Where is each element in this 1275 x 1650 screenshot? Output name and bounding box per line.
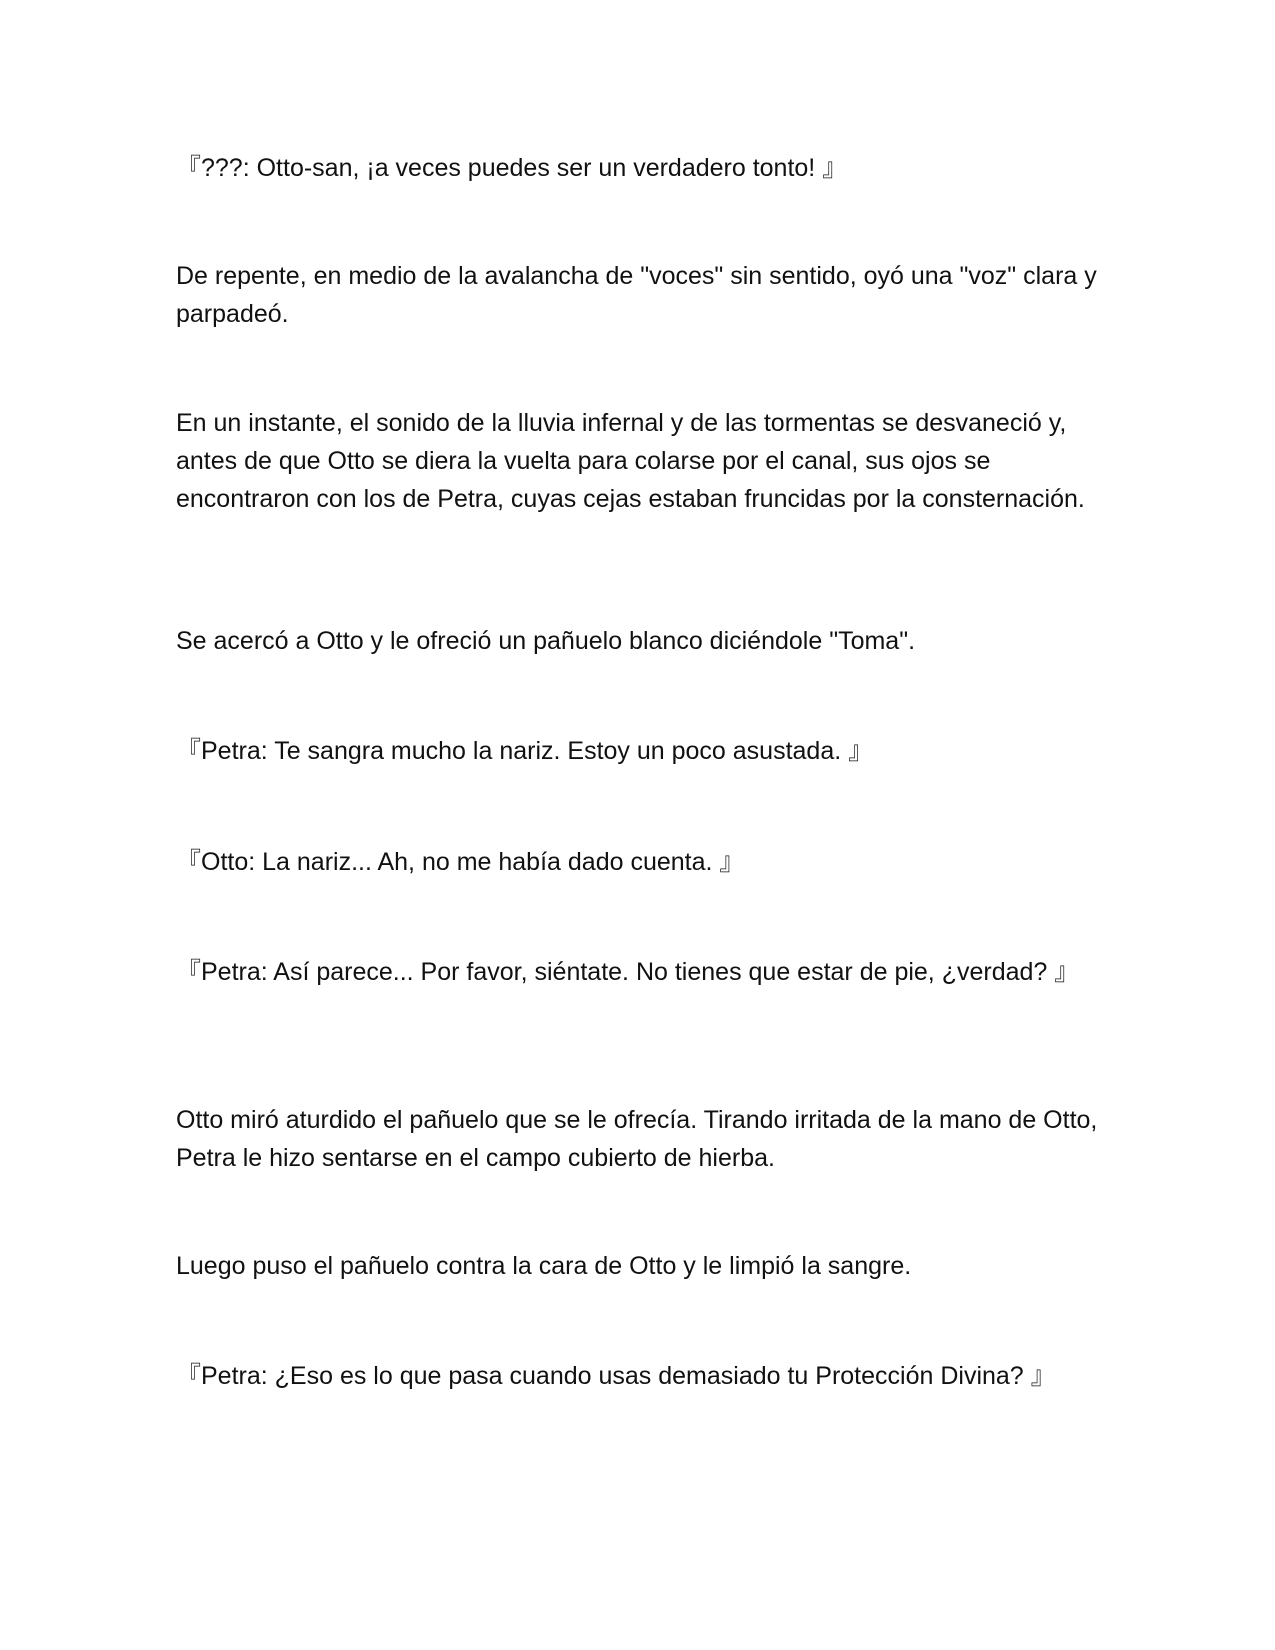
dialogue-otto-line-1: 『Otto: La nariz... Ah, no me había dado cuenta. 』 [176, 848, 745, 876]
narration-paragraph-1: De repente, en medio de la avalancha de "voces" sin sentido, oyó una "voz" clara y parpadeó. [176, 262, 1097, 328]
narration-paragraph-3: Se acercó a Otto y le ofreció un pañuelo blanco diciéndole "Toma". [176, 627, 916, 655]
narration-paragraph-5: Luego puso el pañuelo contra la cara de Otto y le limpió la sangre. [176, 1252, 912, 1280]
narration-paragraph-4: Otto miró aturdido el pañuelo que se le ofrecía. Tirando irritada de la mano de Otto, Petra le hizo sentarse en el campo cubierto de hierba. [176, 1106, 1098, 1172]
dialogue-petra-line-3: 『Petra: ¿Eso es lo que pasa cuando usas demasiado tu Protección Divina? 』 [176, 1362, 1056, 1390]
narration-paragraph-2: En un instante, el sonido de la lluvia infernal y de las tormentas se desvaneció y, antes de que Otto se diera la vuelta para colarse por el canal, sus ojos se encontraron con los de Petra, cuyas cejas estaban fruncidas por la consternación. [176, 409, 1085, 513]
dialogue-petra-line-2: 『Petra: Así parece... Por favor, siéntate. No tienes que estar de pie, ¿verdad? 』 [176, 958, 1080, 986]
dialogue-unknown-line: 『???: Otto-san, ¡a veces puedes ser un verdadero tonto! 』 [176, 154, 848, 182]
dialogue-petra-line-1: 『Petra: Te sangra mucho la nariz. Estoy un poco asustada. 』 [176, 737, 874, 765]
